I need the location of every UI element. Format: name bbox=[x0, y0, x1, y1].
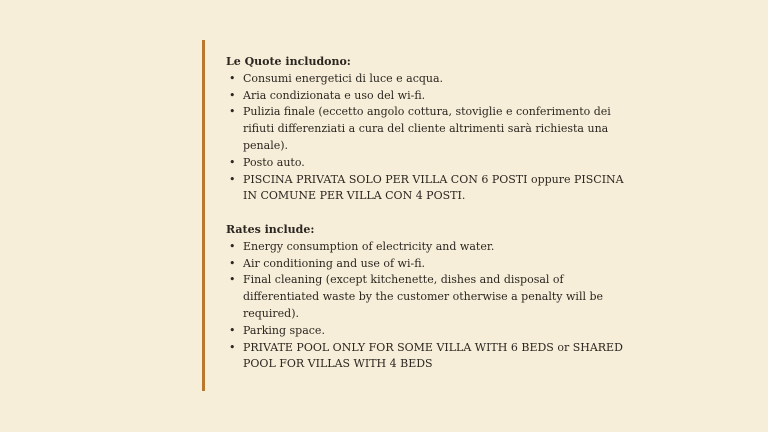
list-item: • PRIVATE POOL ONLY FOR SOME VILLA WITH 6 BEDS or SHARED POOL FOR VILLAS WITH 4 BEDS bbox=[226, 340, 626, 374]
list-item: • Parking space. bbox=[226, 323, 626, 340]
italian-section bbox=[226, 54, 626, 205]
list-item: • Consumi energetici di luce e acqua. bbox=[226, 71, 626, 88]
rates-content bbox=[226, 54, 626, 373]
english-heading: Rates include: bbox=[226, 222, 315, 236]
section-spacer bbox=[226, 205, 626, 222]
list-item: • Aria condizionata e uso del wi-fi. bbox=[226, 88, 626, 105]
list-item: • Air conditioning and use of wi-fi. bbox=[226, 256, 626, 273]
list-item: • Pulizia finale (eccetto angolo cottura, stoviglie e conferimento dei rifiuti differenziati a cura del cliente altrimenti sarà richiesta una penale). bbox=[226, 104, 626, 154]
list-item: • Posto auto. bbox=[226, 155, 626, 172]
list-item: • Energy consumption of electricity and water. bbox=[226, 239, 626, 256]
english-list bbox=[226, 239, 626, 373]
list-item: • Final cleaning (except kitchenette, dishes and disposal of differentiated waste by the customer otherwise a penalty will be required). bbox=[226, 272, 626, 322]
accent-bar bbox=[202, 40, 205, 391]
list-item: • PISCINA PRIVATA SOLO PER VILLA CON 6 POSTI oppure PISCINA IN COMUNE PER VILLA CON 4 POSTI. bbox=[226, 172, 626, 206]
italian-heading: Le Quote includono: bbox=[226, 55, 351, 68]
english-section bbox=[226, 222, 626, 373]
italian-list bbox=[226, 71, 626, 205]
